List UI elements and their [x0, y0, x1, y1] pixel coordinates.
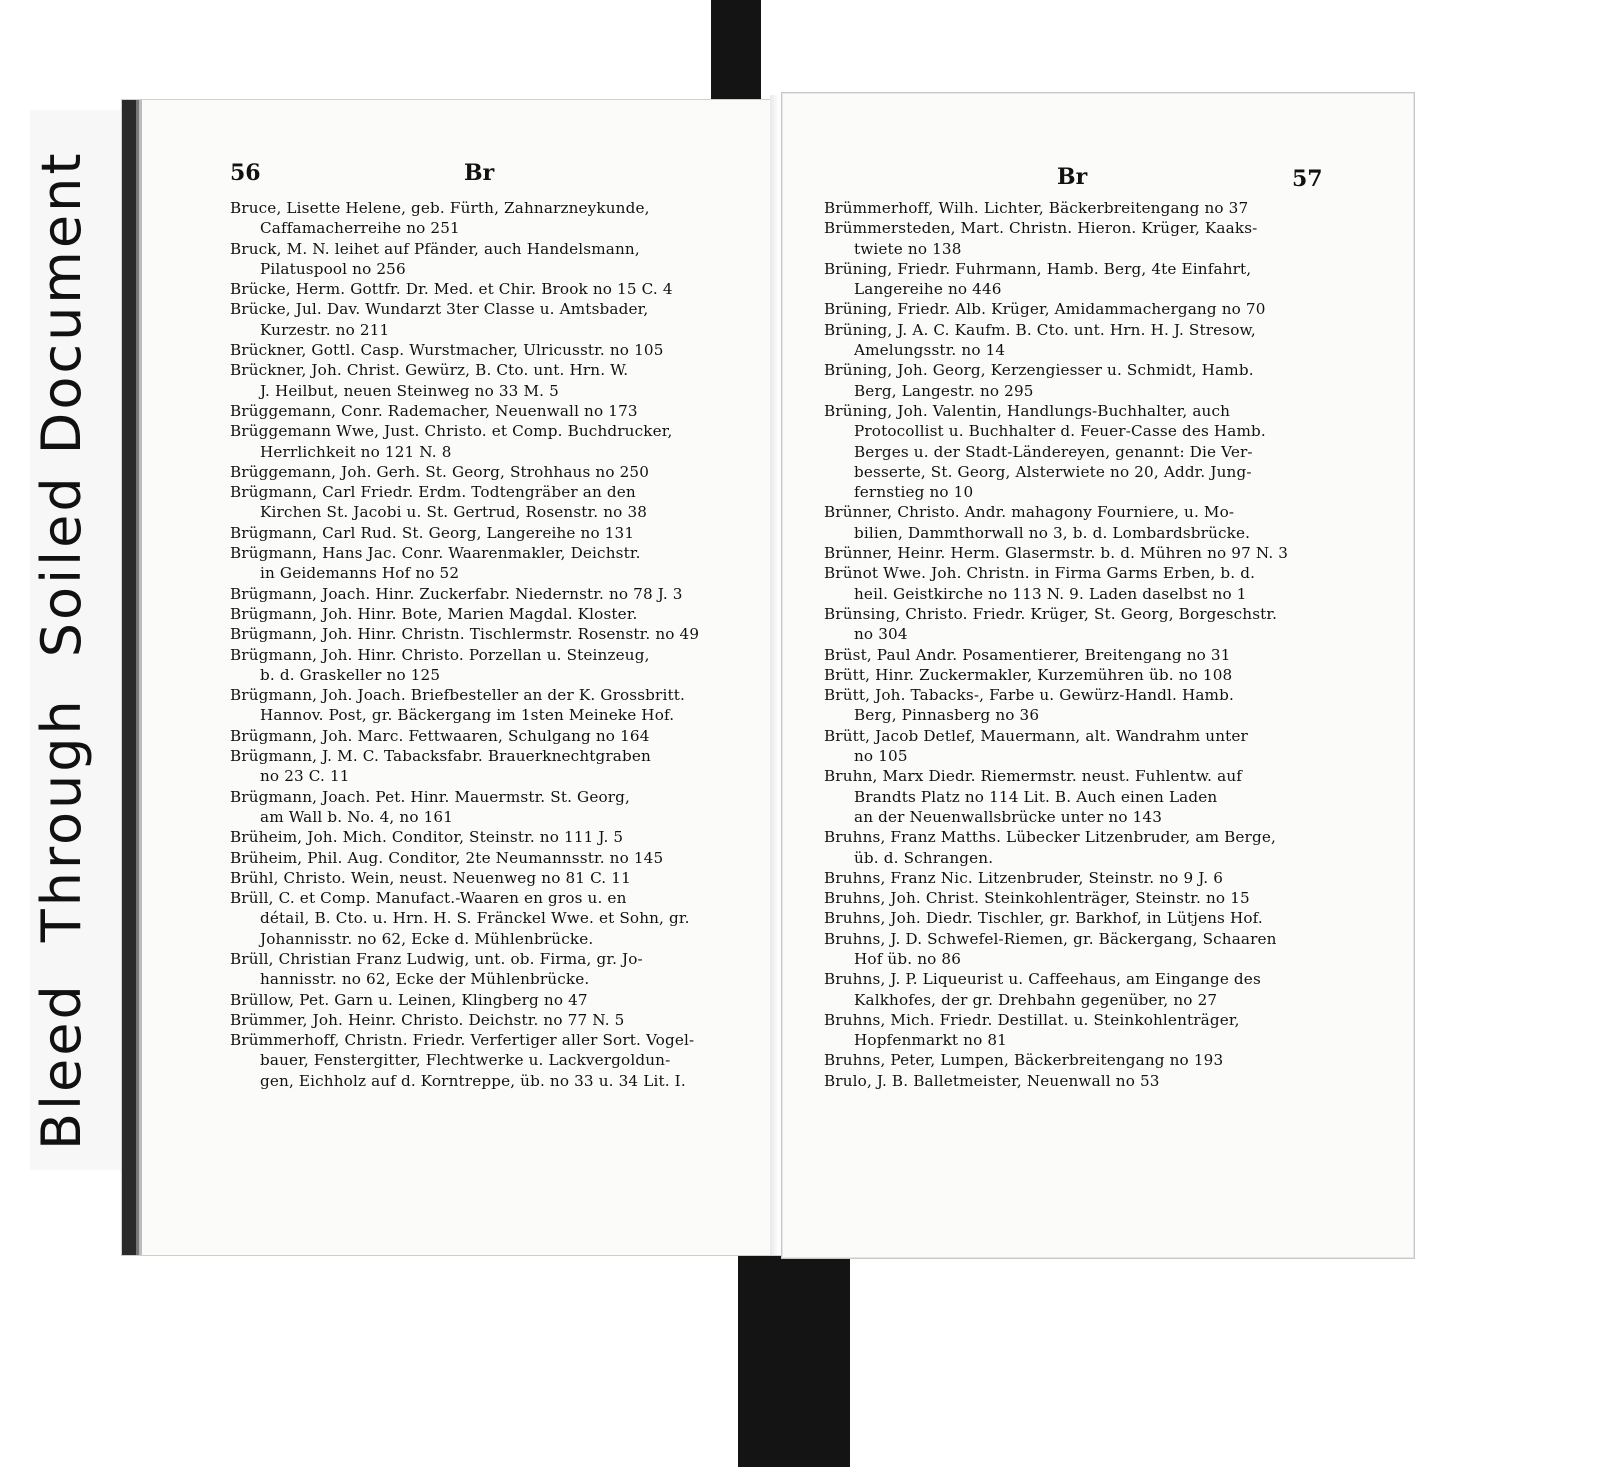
entry-line: Brücke, Jul. Dav. Wundarzt 3ter Classe u. Amtsbader,	[230, 300, 649, 319]
entry-line: Brüll, Christian Franz Ludwig, unt. ob. Firma, gr. Jo-	[230, 949, 643, 968]
entry-line: Brüheim, Phil. Aug. Conditor, 2te Neumannsstr. no 145	[230, 848, 664, 867]
entry-continuation-line: an der Neuenwallsbrücke unter no 143	[854, 807, 1163, 826]
directory-entry	[230, 604, 730, 624]
entry-line: Brücke, Herm. Gottfr. Dr. Med. et Chir. Brook no 15 C. 4	[230, 280, 673, 299]
directory-entry	[230, 726, 730, 746]
directory-entry	[230, 482, 730, 523]
entry-line: Brüning, Joh. Valentin, Handlungs-Buchhalter, auch	[824, 401, 1231, 420]
entry-continuation-line: Herrlichkeit no 121 N. 8	[260, 442, 452, 461]
directory-entry	[824, 969, 1324, 1010]
directory-entry	[230, 340, 730, 360]
entry-continuation-line: no 23 C. 11	[260, 767, 350, 786]
entry-continuation-line: J. Heilbut, neuen Steinweg no 33 M. 5	[260, 381, 559, 400]
directory-entry	[824, 665, 1324, 685]
directory-entry	[230, 624, 730, 644]
directory-entry	[824, 645, 1324, 665]
entry-line: Brügmann, Carl Friedr. Erdm. Todtengräber an den	[230, 483, 636, 502]
directory-entry	[230, 868, 730, 888]
right-page-number: 57	[1292, 166, 1323, 192]
directory-entry	[230, 746, 730, 787]
entry-continuation-line: b. d. Graskeller no 125	[260, 665, 441, 684]
entry-line: Brünner, Christo. Andr. mahagony Fourniere, u. Mo-	[824, 503, 1235, 522]
side-label-word-through: Through	[30, 697, 93, 943]
binding-strip-bottom	[738, 1248, 850, 1467]
entry-continuation-line: détail, B. Cto. u. Hrn. H. S. Fränckel Wwe. et Sohn, gr.	[260, 909, 690, 928]
entry-line: Brütt, Jacob Detlef, Mauermann, alt. Wandrahm unter	[824, 726, 1248, 745]
side-label-word-bleed: Bleed	[30, 982, 93, 1150]
entry-continuation-line: besserte, St. Georg, Alsterwiete no 20, Addr. Jung-	[854, 462, 1252, 481]
entry-continuation-line: Berges u. der Stadt-Ländereyen, genannt: Die Ver-	[854, 442, 1253, 461]
entry-line: Brüllow, Pet. Garn u. Leinen, Klingberg no 47	[230, 990, 588, 1009]
entry-line: Brütt, Hinr. Zuckermakler, Kurzemühren üb. no 108	[824, 665, 1233, 684]
directory-entry	[230, 523, 730, 543]
entry-continuation-line: Caffamacherreihe no 251	[260, 219, 460, 238]
entry-line: Brüning, Friedr. Fuhrmann, Hamb. Berg, 4te Einfahrt,	[824, 259, 1252, 278]
entry-line: Bruhns, Franz Matths. Lübecker Litzenbruder, am Berge,	[824, 828, 1276, 847]
directory-entry	[824, 259, 1324, 300]
entry-continuation-line: Kirchen St. Jacobi u. St. Gertrud, Rosenstr. no 38	[260, 503, 648, 522]
directory-entry	[824, 320, 1324, 361]
right-directory-entries	[824, 198, 1324, 1091]
directory-entry	[824, 563, 1324, 604]
directory-entry	[230, 462, 730, 482]
entry-continuation-line: Langereihe no 446	[854, 280, 1002, 299]
directory-entry	[824, 888, 1324, 908]
directory-entry	[230, 949, 730, 990]
entry-continuation-line: twiete no 138	[854, 239, 962, 258]
entry-continuation-line: Johannisstr. no 62, Ecke d. Mühlenbrücke.	[260, 929, 594, 948]
entry-continuation-line: fernstieg no 10	[854, 483, 974, 502]
directory-entry	[824, 1071, 1324, 1091]
directory-entry	[824, 726, 1324, 767]
entry-line: Bruhns, J. P. Liqueurist u. Caffeehaus, am Eingange des	[824, 970, 1261, 989]
directory-entry	[824, 218, 1324, 259]
entry-line: Bruhns, Joh. Christ. Steinkohlenträger, Steinstr. no 15	[824, 889, 1250, 908]
entry-continuation-line: Hopfenmarkt no 81	[854, 1031, 1007, 1050]
directory-entry	[824, 198, 1324, 218]
directory-entry	[230, 198, 730, 239]
entry-continuation-line: Protocollist u. Buchhalter d. Feuer-Casse des Hamb.	[854, 422, 1266, 441]
side-label-word-soiled-document: Soiled Document	[30, 150, 93, 658]
entry-continuation-line: am Wall b. No. 4, no 161	[260, 807, 454, 826]
entry-line: Bruck, M. N. leihet auf Pfänder, auch Handelsmann,	[230, 239, 640, 258]
entry-line: Brüggemann Wwe, Just. Christo. et Comp. Buchdrucker,	[230, 422, 673, 441]
entry-line: Brulo, J. B. Balletmeister, Neuenwall no 53	[824, 1071, 1160, 1090]
entry-line: Brüll, C. et Comp. Manufact.-Waaren en gros u. en	[230, 889, 627, 908]
entry-line: Brügmann, Hans Jac. Conr. Waarenmakler, Deichstr.	[230, 544, 641, 563]
directory-entry	[824, 543, 1324, 563]
directory-entry	[824, 502, 1324, 543]
directory-entry	[824, 299, 1324, 319]
entry-line: Brüheim, Joh. Mich. Conditor, Steinstr. no 111 J. 5	[230, 828, 624, 847]
directory-entry	[824, 929, 1324, 970]
directory-entry	[230, 827, 730, 847]
entry-continuation-line: Pilatuspool no 256	[260, 259, 406, 278]
entry-line: Brügmann, Joh. Marc. Fettwaaren, Schulgang no 164	[230, 726, 650, 745]
entry-line: Brügmann, Joach. Pet. Hinr. Mauermstr. St. Georg,	[230, 787, 631, 806]
entry-continuation-line: üb. d. Schrangen.	[854, 848, 994, 867]
entry-line: Brüst, Paul Andr. Posamentierer, Breitengang no 31	[824, 645, 1231, 664]
directory-entry	[824, 827, 1324, 868]
directory-entry	[824, 1010, 1324, 1051]
directory-entry	[230, 1010, 730, 1030]
entry-line: Bruhns, Mich. Friedr. Destillat. u. Steinkohlenträger,	[824, 1010, 1240, 1029]
entry-line: Bruhn, Marx Diedr. Riemermstr. neust. Fuhlentw. auf	[824, 767, 1243, 786]
entry-line: Brünot Wwe. Joh. Christn. in Firma Garms Erben, b. d.	[824, 564, 1256, 583]
entry-continuation-line: Amelungsstr. no 14	[854, 341, 1006, 360]
entry-line: Brügmann, Joh. Hinr. Christo. Porzellan u. Steinzeug,	[230, 645, 650, 664]
entry-line: Brüggemann, Conr. Rademacher, Neuenwall no 173	[230, 401, 638, 420]
directory-entry	[230, 787, 730, 828]
entry-line: Brümmersteden, Mart. Christn. Hieron. Krüger, Kaaks-	[824, 219, 1258, 238]
left-running-head: Br	[464, 160, 495, 186]
directory-entry	[230, 990, 730, 1010]
entry-continuation-line: gen, Eichholz auf d. Korntreppe, üb. no 33 u. 34 Lit. I.	[260, 1071, 686, 1090]
entry-line: Brüning, Friedr. Alb. Krüger, Amidammachergang no 70	[824, 300, 1266, 319]
directory-entry	[824, 868, 1324, 888]
directory-entry	[230, 279, 730, 299]
entry-line: Brünner, Heinr. Herm. Glasermstr. b. d. Mühren no 97 N. 3	[824, 544, 1289, 563]
entry-line: Brütt, Joh. Tabacks-, Farbe u. Gewürz-Handl. Hamb.	[824, 686, 1234, 705]
directory-entry	[824, 908, 1324, 928]
directory-entry	[230, 360, 730, 401]
entry-continuation-line: Kurzestr. no 211	[260, 320, 390, 339]
directory-entry	[824, 685, 1324, 726]
left-directory-entries	[230, 198, 730, 1091]
directory-entry	[230, 239, 730, 280]
directory-entry	[230, 401, 730, 421]
entry-line: Brüggemann, Joh. Gerh. St. Georg, Strohhaus no 250	[230, 462, 650, 481]
directory-entry	[230, 543, 730, 584]
right-running-head: Br	[1057, 164, 1088, 190]
entry-continuation-line: Hof üb. no 86	[854, 949, 962, 968]
entry-line: Brückner, Gottl. Casp. Wurstmacher, Ulricusstr. no 105	[230, 341, 664, 360]
entry-continuation-line: heil. Geistkirche no 113 N. 9. Laden daselbst no 1	[854, 584, 1247, 603]
entry-line: Brühl, Christo. Wein, neust. Neuenweg no 81 C. 11	[230, 868, 631, 887]
directory-entry	[230, 584, 730, 604]
directory-entry	[824, 604, 1324, 645]
entry-continuation-line: in Geidemanns Hof no 52	[260, 564, 460, 583]
entry-continuation-line: Hannov. Post, gr. Bäckergang im 1sten Meineke Hof.	[260, 706, 675, 725]
entry-continuation-line: bauer, Fenstergitter, Flechtwerke u. Lackvergoldun-	[260, 1051, 671, 1070]
entry-continuation-line: no 105	[854, 747, 908, 766]
directory-entry	[230, 685, 730, 726]
entry-continuation-line: Berg, Langestr. no 295	[854, 381, 1034, 400]
entry-line: Brümmer, Joh. Heinr. Christo. Deichstr. no 77 N. 5	[230, 1010, 625, 1029]
left-page-number: 56	[230, 160, 261, 186]
entry-line: Brümmerhoff, Wilh. Lichter, Bäckerbreitengang no 37	[824, 199, 1249, 217]
entry-line: Bruhns, Joh. Diedr. Tischler, gr. Barkhof, in Lütjens Hof.	[824, 909, 1263, 928]
entry-line: Brümmerhoff, Christn. Friedr. Verfertiger aller Sort. Vogel-	[230, 1031, 695, 1050]
directory-entry	[230, 645, 730, 686]
directory-entry	[230, 888, 730, 949]
entry-line: Brüning, J. A. C. Kaufm. B. Cto. unt. Hrn. H. J. Stresow,	[824, 320, 1256, 339]
entry-line: Brügmann, J. M. C. Tabacksfabr. Brauerknechtgraben	[230, 747, 651, 766]
entry-line: Bruhns, Franz Nic. Litzenbruder, Steinstr. no 9 J. 6	[824, 868, 1224, 887]
directory-entry	[824, 401, 1324, 502]
entry-continuation-line: no 304	[854, 625, 908, 644]
directory-entry	[230, 299, 730, 340]
directory-entry	[824, 1050, 1324, 1070]
entry-line: Brückner, Joh. Christ. Gewürz, B. Cto. unt. Hrn. W.	[230, 361, 629, 380]
entry-continuation-line: Kalkhofes, der gr. Drehbahn gegenüber, no 27	[854, 990, 1218, 1009]
entry-continuation-line: hannisstr. no 62, Ecke der Mühlenbrücke.	[260, 970, 590, 989]
entry-line: Brünsing, Christo. Friedr. Krüger, St. Georg, Borgeschstr.	[824, 604, 1278, 623]
entry-line: Brügmann, Joh. Hinr. Bote, Marien Magdal. Kloster.	[230, 604, 638, 623]
directory-entry	[230, 421, 730, 462]
entry-line: Brügmann, Joh. Joach. Briefbesteller an der K. Grossbritt.	[230, 686, 685, 705]
entry-line: Brüning, Joh. Georg, Kerzengiesser u. Schmidt, Hamb.	[824, 361, 1254, 380]
entry-continuation-line: Brandts Platz no 114 Lit. B. Auch einen Laden	[854, 787, 1218, 806]
entry-line: Brügmann, Carl Rud. St. Georg, Langereihe no 131	[230, 523, 635, 542]
directory-entry	[230, 1030, 730, 1091]
entry-continuation-line: bilien, Dammthorwall no 3, b. d. Lombardsbrücke.	[854, 523, 1251, 542]
entry-line: Brügmann, Joh. Hinr. Christn. Tischlermstr. Rosenstr. no 49	[230, 625, 700, 644]
directory-entry	[230, 848, 730, 868]
entry-line: Bruce, Lisette Helene, geb. Fürth, Zahnarzneykunde,	[230, 199, 650, 217]
entry-continuation-line: Berg, Pinnasberg no 36	[854, 706, 1040, 725]
binding-strip-top	[711, 0, 761, 100]
directory-entry	[824, 766, 1324, 827]
entry-line: Bruhns, J. D. Schwefel-Riemen, gr. Bäckergang, Schaaren	[824, 929, 1277, 948]
entry-line: Bruhns, Peter, Lumpen, Bäckerbreitengang no 193	[824, 1051, 1224, 1070]
entry-line: Brügmann, Joach. Hinr. Zuckerfabr. Niedernstr. no 78 J. 3	[230, 584, 683, 603]
side-label-text	[30, 110, 93, 1150]
directory-entry	[824, 360, 1324, 401]
